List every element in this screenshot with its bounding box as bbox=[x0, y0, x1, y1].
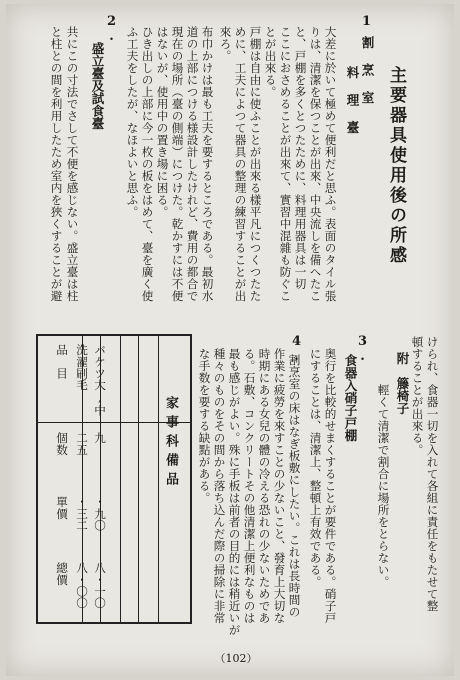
section-1-line: 布巾かけは最も工夫を要するところである。最初水 bbox=[200, 26, 215, 302]
section-1-line: とが出來る。 bbox=[263, 26, 278, 98]
section-4-line: な手数を要する缺點がある。 bbox=[197, 348, 212, 504]
page-number: （102） bbox=[214, 652, 258, 665]
section-1-line: 來ろ。 bbox=[218, 26, 233, 62]
section-4-line: る。石敷、コンクリートその他清潔上便利なものは bbox=[242, 348, 257, 624]
section-1-line: 道の上部につける様設計したけれど、費用の都合で bbox=[185, 26, 200, 302]
section-1-line: はないが、使用中の置き場に困る。 bbox=[155, 26, 170, 218]
section-4-line: 種々のものをその間から落ち込んだ際の掃除に非常 bbox=[212, 348, 227, 624]
table-row-total-price: 八・一〇 bbox=[93, 562, 107, 609]
section-1-line: りは、清潔を保つことが出來、中央流しを備へたこ bbox=[308, 26, 323, 302]
section-3-line: にすることは、清潔上、整頓上有效である。 bbox=[308, 348, 323, 588]
section-1-subheading: 料 理 臺 bbox=[345, 66, 360, 134]
equipment-table bbox=[36, 334, 192, 624]
section-1-line: ふ工夫をしたが、なほよいと思ふ。 bbox=[125, 26, 140, 218]
column-header-unit-price: 單價 bbox=[55, 496, 69, 520]
section-3-heading: 食器入硝子戸棚 bbox=[343, 354, 358, 442]
column-header-item: 品 目 bbox=[55, 344, 69, 379]
section-1-line: 大差に於いて極めて便利だと思ふ。表面のタイル張 bbox=[323, 26, 338, 302]
section-3-line: 奥行を比較的せまくすることが要件である。硝子戸 bbox=[323, 348, 338, 624]
appendix-line: 輕くて清潔で割合に場所をとらない。 bbox=[376, 384, 391, 588]
section-1-line: と、戸棚を多くとつたために、料理用器具は一切 bbox=[293, 26, 308, 290]
section-1-line: めに、工夫によつて器具の整理の練習することが出 bbox=[233, 26, 248, 302]
section-2-line: と柱との間を利用したため室内を狹くすることが避 bbox=[49, 26, 64, 302]
table-title: 家事科備品 bbox=[163, 396, 178, 491]
table-row-item: 洗濯刷毛 bbox=[75, 344, 89, 391]
section-2-heading: 盛立臺及試食臺 bbox=[90, 42, 105, 130]
section-1-heading: 割 烹 室 bbox=[360, 36, 375, 104]
document-page bbox=[6, 4, 454, 676]
section-3-number: 3. bbox=[355, 334, 370, 364]
table-row-total-price: 八・〇〇 bbox=[75, 562, 89, 609]
table-row-unit-price: ・三二 bbox=[75, 496, 89, 531]
section-1-line: 現在の場所（臺の側端）につけた。乾かすには不便 bbox=[170, 26, 185, 302]
section-1-line: 戸棚は自由に使ふことが出來る樣平凡につくつたた bbox=[248, 26, 263, 302]
section-4-line: 割烹室の床はなぎ板敷にしたい。これは長時間の bbox=[287, 354, 302, 618]
page-title: 主要器具使用後の所感 bbox=[386, 66, 406, 266]
section-1-line: ここにおさめることが出來て、實習中混雜も防ぐこ bbox=[278, 26, 293, 302]
section-2-number: 2. bbox=[104, 14, 119, 44]
section-1-line: ひき出しの上部に今一枚の板をはめて、臺を廣く使 bbox=[140, 26, 155, 302]
table-row-unit-price: ・九〇 bbox=[93, 496, 107, 531]
continued-line: けられ、食器一切を入れて各組に責任をもたせて整 bbox=[425, 336, 440, 612]
table-row-count: 二五 bbox=[75, 432, 89, 456]
column-header-count: 個数 bbox=[55, 432, 69, 456]
continued-line: 頓することが出來る。 bbox=[410, 336, 425, 456]
section-4-line: 最も感じがよい。殊に手板は前者の目的には稍近いが bbox=[227, 348, 242, 636]
section-4-number: 4. bbox=[289, 334, 304, 364]
section-2-line: 共にこの寸法でさして不便を感じない。盛立臺は柱 bbox=[65, 26, 80, 302]
table-row-item: バケツ大,中 bbox=[93, 344, 107, 416]
section-4-line: 時期にある女兒の體の冷える恐れの少ないためであ bbox=[257, 348, 272, 624]
table-row-count: 九 bbox=[93, 432, 107, 444]
column-header-total-price: 總價 bbox=[55, 562, 69, 586]
appendix-heading: 附 籐椅子 bbox=[395, 352, 410, 415]
section-4-line: 作業に疲勞を來すことの少ないこと、發育上大切な bbox=[272, 348, 287, 624]
section-1-number: 1. bbox=[359, 14, 374, 44]
